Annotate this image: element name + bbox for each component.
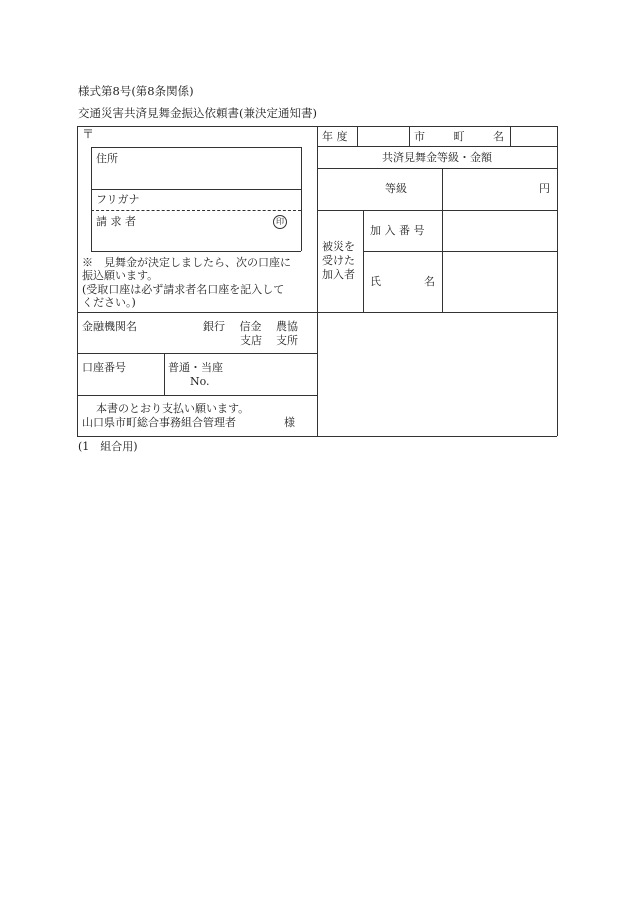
name-char-mei: 名 (424, 275, 435, 288)
year-label: 年 度 (322, 130, 348, 143)
branch-types (240, 334, 298, 347)
claimant-label: 請 求 者 (96, 215, 136, 228)
bank-types (203, 320, 298, 333)
amount-header: 共済見舞金等級・金額 (382, 151, 492, 164)
member-no-label: 加 入 番 号 (370, 224, 425, 237)
victim-label-3: 加入者 (322, 268, 355, 281)
yen-label: 円 (539, 182, 550, 195)
bank-type-nokyo: 農協 (276, 320, 298, 333)
city-name-label (414, 130, 504, 143)
victim-label-2: 受けた (322, 254, 355, 267)
furigana-label: フリガナ (96, 193, 140, 206)
city-char-shi: 市 (414, 130, 425, 143)
address-label: 住所 (96, 152, 118, 165)
note-line-4: ください。) (82, 296, 136, 309)
note-line-2: 振込願います。 (82, 269, 159, 282)
bank-type-bank: 銀行 (203, 320, 225, 333)
note-line-1: ※ 見舞金が決定しましたら、次の口座に (82, 256, 291, 269)
account-types: 普通・当座 (168, 361, 223, 374)
note-line-3: (受取口座は必ず請求者名口座を記入して (82, 283, 285, 296)
bank-type-shinkin: 信金 (239, 320, 262, 333)
postal-mark: 〒 (82, 127, 95, 141)
seal-mark: 印 (273, 215, 287, 229)
account-label: 口座番号 (82, 361, 126, 374)
request-line-1: 本書のとおり支払い願います。 (96, 402, 250, 415)
grade-label: 等級 (385, 182, 407, 195)
branch-type-shisho: 支所 (276, 334, 298, 347)
account-no-label: No. (190, 375, 210, 388)
form-title: 交通災害共済見舞金振込依頼書(兼決定通知書) (78, 106, 317, 120)
city-char-cho: 町 (453, 130, 465, 143)
name-char-shi: 氏 (370, 275, 381, 288)
bank-label: 金融機関名 (82, 320, 137, 333)
city-char-mei: 名 (493, 130, 504, 143)
request-honorific: 様 (284, 416, 295, 429)
request-line-2: 山口県市町総合事務組合管理者 (82, 416, 236, 429)
form-number: 様式第8号(第8条関係) (78, 84, 194, 98)
victim-label-1: 被災を (322, 240, 355, 253)
branch-type-shiten: 支店 (240, 334, 262, 347)
name-label (370, 275, 435, 288)
footer-note: (1 組合用) (78, 440, 138, 453)
